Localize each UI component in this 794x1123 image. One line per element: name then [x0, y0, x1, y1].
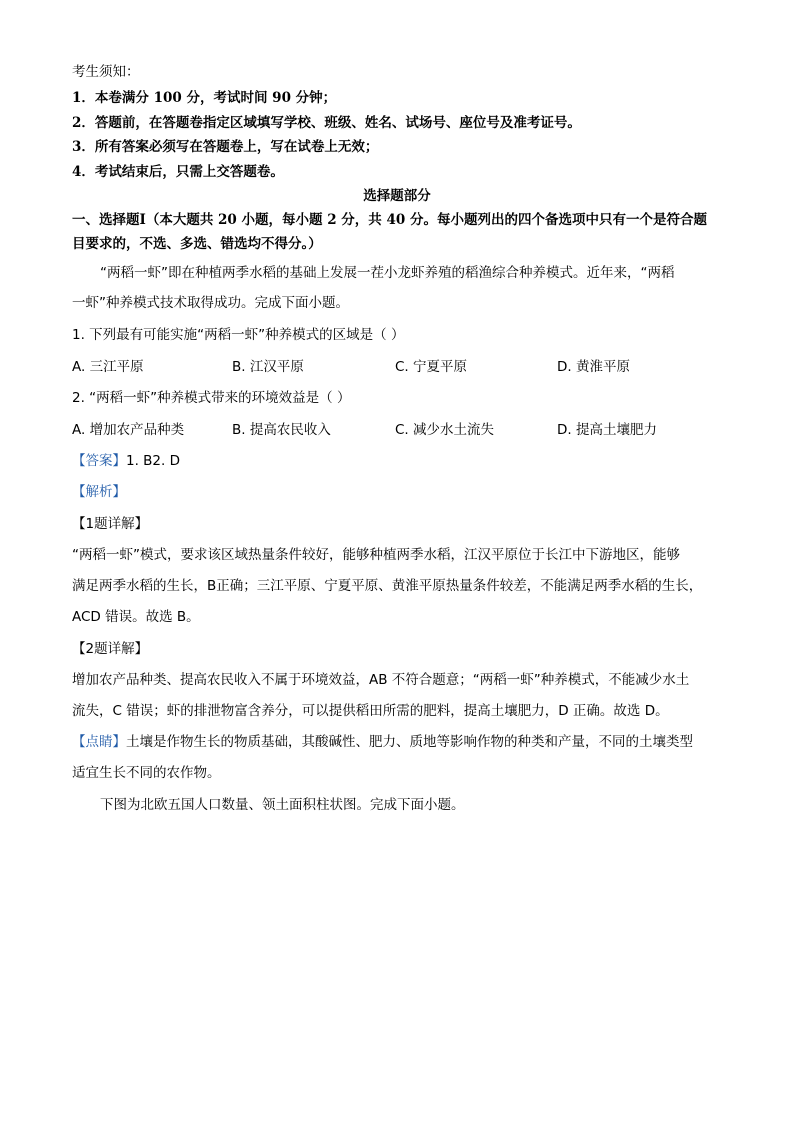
detail2-line1: 增加农产品种类、提高农民收入不属于环境效益，AB 不符合题意；“两稻一虾”种养模式，不能减少水土	[72, 672, 690, 688]
part1-heading-line2: 目要求的，不选、多选、错选均不得分。）	[72, 236, 322, 252]
q1-option-b: B. 江汉平原	[232, 359, 304, 375]
notice-item-1: 1．本卷满分 100 分，考试时间 90 分钟；	[72, 90, 337, 106]
answer-line	[72, 451, 180, 471]
q1-option-c: C. 宁夏平原	[395, 359, 468, 375]
tip-text-line1: 土壤是作物生长的物质基础，其酸碱性、肥力、质地等影响作物的种类和产量，不同的土壤类型	[126, 734, 693, 750]
q1-option-a: A. 三江平原	[72, 359, 144, 375]
detail1-line2: 满足两季水稻的生长，B正确；三江平原、宁夏平原、黄淮平原热量条件较差，不能满足两季水稻的生长，	[72, 578, 703, 594]
q1-option-d: D. 黄淮平原	[557, 359, 630, 375]
q2-option-b: B. 提高农民收入	[232, 422, 331, 438]
q1-stem: 1. 下列最有可能实施“两稻一虾”种养模式的区域是（ ）	[72, 327, 405, 343]
detail2-line2: 流失，C 错误；虾的排泄物富含养分，可以提供稻田所需的肥料，提高土壤肥力，D 正确。故选 D。	[72, 703, 669, 719]
notice-item-4: 4．考试结束后，只需上交答题卷。	[72, 164, 284, 180]
q2-option-c: C. 减少水土流失	[395, 422, 495, 438]
part1-heading-line1: 一、选择题Ⅰ（本大题共 20 小题，每小题 2 分，共 40 分。每小题列出的四个备选项中只有一个是符合题	[72, 212, 707, 228]
detail2-label: 【2题详解】	[72, 641, 149, 657]
notice-item-2: 2．答题前，在答题卷指定区域填写学校、班级、姓名、试场号、座位号及准考证号。	[72, 115, 581, 131]
notice-title: 考生须知：	[72, 64, 140, 80]
passage1-line2: 一虾”种养模式技术取得成功。完成下面小题。	[72, 295, 349, 311]
answer-text: 1. B2. D	[126, 453, 180, 469]
analysis-label: 【解析】	[72, 484, 126, 500]
detail1-label: 【1题详解】	[72, 516, 149, 532]
tip-line2: 适宜生长不同的农作物。	[72, 765, 221, 781]
q2-option-a: A. 增加农产品种类	[72, 422, 185, 438]
tip-line1	[72, 732, 693, 752]
q2-option-d: D. 提高土壤肥力	[557, 422, 657, 438]
passage1-line1: “两稻一虾”即在种植两季水稻的基础上发展一茬小龙虾养殖的稻渔综合种养模式。近年来，“两稻	[100, 265, 675, 281]
section-title: 选择题部分	[363, 188, 431, 204]
notice-item-3: 3．所有答案必须写在答题卷上，写在试卷上无效；	[72, 139, 379, 155]
tip-label: 【点睛】	[72, 734, 126, 750]
q2-stem: 2. “两稻一虾”种养模式带来的环境效益是（ ）	[72, 390, 351, 406]
passage2-line1: 下图为北欧五国人口数量、领土面积柱状图。完成下面小题。	[100, 797, 465, 813]
detail1-line3: ACD 错误。故选 B。	[72, 609, 200, 625]
answer-label: 【答案】	[72, 453, 126, 469]
detail1-line1: “两稻一虾”模式，要求该区域热量条件较好，能够种植两季水稻，江汉平原位于长江中下游地区，能够	[72, 547, 680, 563]
